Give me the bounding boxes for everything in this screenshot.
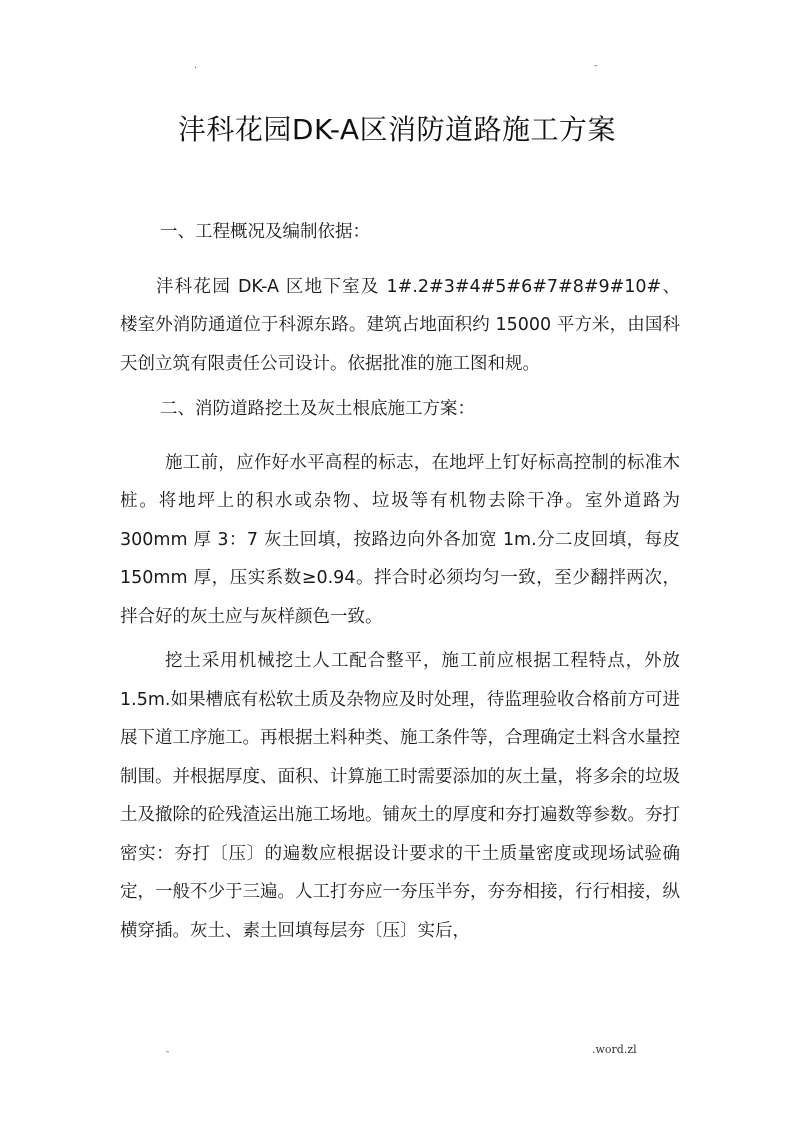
document-title: 沣科花园DK-A区消防道路施工方案: [177, 113, 617, 146]
section2-paragraph-1: 施工前，应作好水平高程的标志，在地坪上钉好标高控制的标准木桩。将地坪上的积水或杂物、垃圾等有机物去除干净。室外道路为 300mm 厚 3：7 灰土回填，按路边向外各加宽 1m.分二皮回填，每皮 150mm 厚，压实系数≥0.94。拌合时必须均匀一致，至少翻拌两次，拌合好的灰土应与灰样颜色一致。: [120, 452, 680, 627]
footer-watermark-text: .word.zl: [592, 1043, 637, 1056]
section2-paragraph-2: 挖土采用机械挖土人工配合整平，施工前应根据工程特点，外放 1.5m.如果槽底有松软土质及杂物应及时处理，待监理验收合格前方可进展下道工序施工。再根据土料种类、施工条件等，合理确定土料含水量控制围。并根据厚度、面积、计算施工时需要添加的灰土量，将多余的垃圾土及撤除的砼残渣运出施工场地。铺灰土的厚度和夯打遍数等参数。夯打密实：夯打〔压〕的遍数应根据设计要求的干土质量密度或现场试验确定，一般不少于三遍。人工打夯应一夯压半夯，夯夯相接，行行相接，纵横穿插。灰土、素土回填每层夯〔压〕实后，: [120, 651, 680, 941]
header-left-mark: .: [194, 61, 197, 71]
section1-heading: 一、工程概况及编制依据：: [160, 222, 370, 242]
section1-paragraph: 沣科花园 DK-A 区地下室及 1#.2#3#4#5#6#7#8#9#10#、楼室外消防通道位于科源东路。建筑占地面积约 15000 平方米，由国科天创立筑有限责任公司设计。依据批准的施工图和规。: [120, 276, 680, 374]
section2-heading: 二、消防道路挖土及灰土根底施工方案：: [160, 399, 475, 419]
header-right-mark: -: [594, 61, 598, 71]
document-body: [120, 213, 680, 950]
footer-left-mark: -: [166, 1047, 170, 1057]
